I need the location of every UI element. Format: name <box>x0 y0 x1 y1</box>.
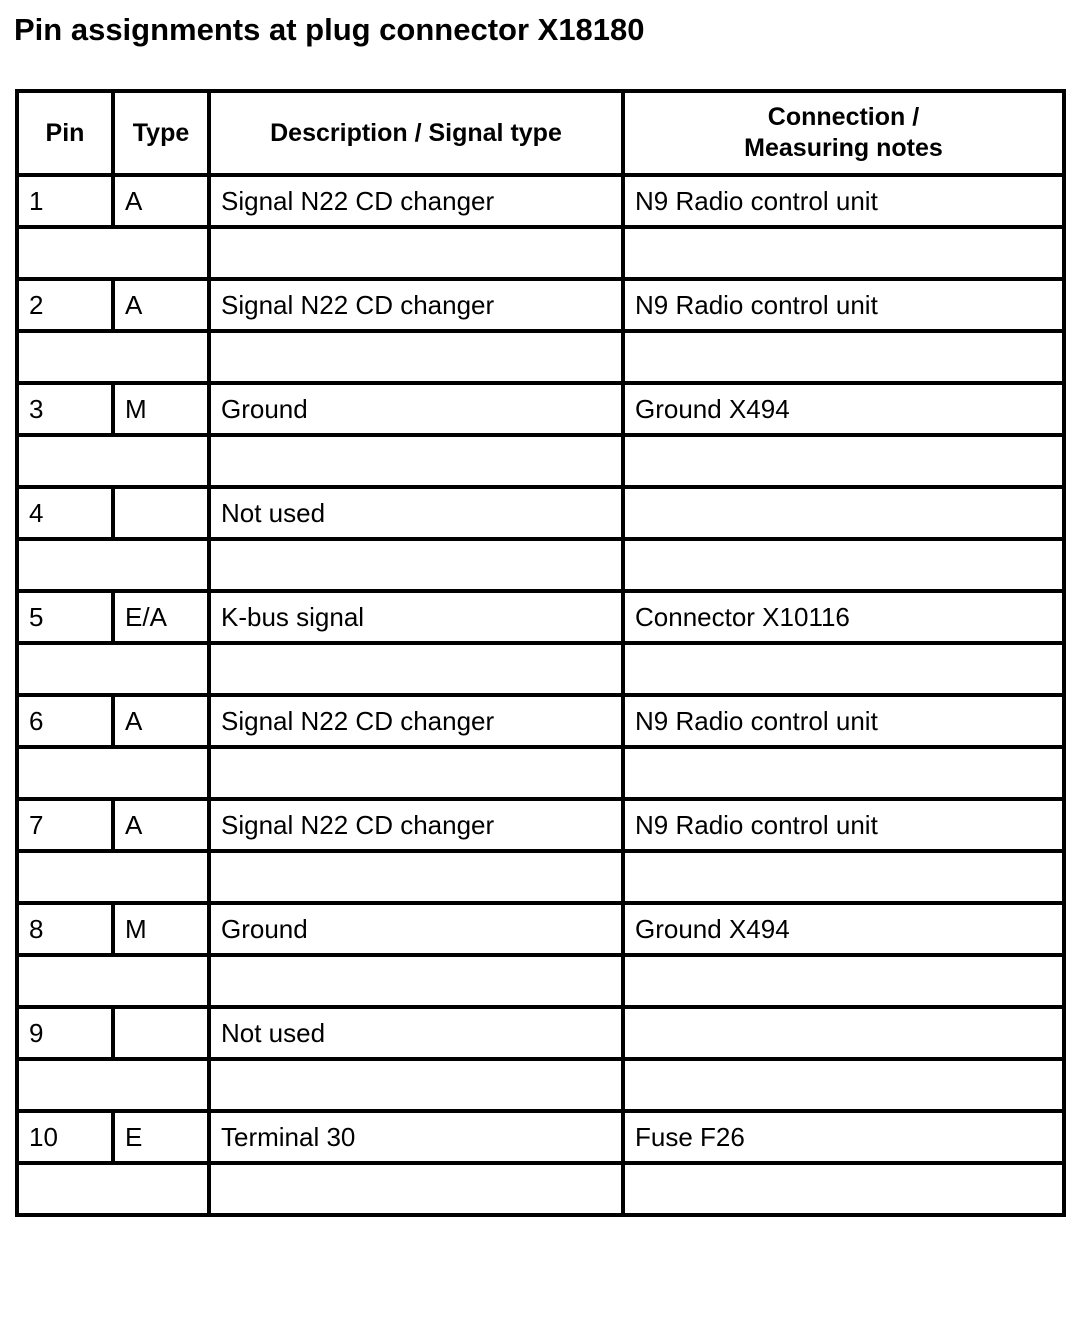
spacer-cell <box>623 539 1064 591</box>
spacer-row <box>17 643 1064 695</box>
header-type: Type <box>113 91 209 175</box>
spacer-cell <box>209 851 623 903</box>
connection-cell <box>623 1007 1064 1059</box>
table-row <box>17 799 1064 851</box>
connection-cell: N9 Radio control unit <box>623 695 1064 747</box>
type-cell: A <box>113 279 209 331</box>
header-pin: Pin <box>17 91 113 175</box>
table-row <box>17 1111 1064 1163</box>
connection-cell: N9 Radio control unit <box>623 279 1064 331</box>
spacer-cell <box>623 643 1064 695</box>
spacer-cell <box>17 851 209 903</box>
spacer-cell <box>17 955 209 1007</box>
header-connection-line1: Connection / <box>767 103 920 131</box>
description-cell: Signal N22 CD changer <box>209 695 623 747</box>
spacer-cell <box>17 1059 209 1111</box>
spacer-cell <box>209 1163 623 1215</box>
spacer-row <box>17 1059 1064 1111</box>
spacer-cell <box>209 643 623 695</box>
description-cell: K-bus signal <box>209 591 623 643</box>
spacer-cell <box>17 331 209 383</box>
spacer-cell <box>209 747 623 799</box>
spacer-cell <box>17 643 209 695</box>
table-row <box>17 695 1064 747</box>
spacer-cell <box>17 435 209 487</box>
pin-cell: 6 <box>17 695 113 747</box>
header-description: Description / Signal type <box>209 91 623 175</box>
pin-cell: 10 <box>17 1111 113 1163</box>
description-cell: Terminal 30 <box>209 1111 623 1163</box>
type-cell: M <box>113 903 209 955</box>
spacer-row <box>17 435 1064 487</box>
type-cell: A <box>113 799 209 851</box>
spacer-cell <box>623 227 1064 279</box>
table-body <box>17 175 1064 1215</box>
spacer-cell <box>623 331 1064 383</box>
spacer-row <box>17 227 1064 279</box>
spacer-row <box>17 747 1064 799</box>
description-cell: Ground <box>209 383 623 435</box>
spacer-cell <box>623 955 1064 1007</box>
spacer-cell <box>17 539 209 591</box>
table-header-row <box>17 91 1064 175</box>
table-row <box>17 383 1064 435</box>
spacer-row <box>17 1163 1064 1215</box>
description-cell: Signal N22 CD changer <box>209 175 623 227</box>
spacer-cell <box>209 955 623 1007</box>
spacer-cell <box>623 747 1064 799</box>
type-cell: E <box>113 1111 209 1163</box>
pin-cell: 2 <box>17 279 113 331</box>
type-cell <box>113 1007 209 1059</box>
description-cell: Not used <box>209 487 623 539</box>
connection-cell <box>623 487 1064 539</box>
type-cell: A <box>113 695 209 747</box>
spacer-row <box>17 331 1064 383</box>
description-cell: Not used <box>209 1007 623 1059</box>
type-cell: E/A <box>113 591 209 643</box>
spacer-cell <box>209 331 623 383</box>
table-row <box>17 279 1064 331</box>
table-row <box>17 175 1064 227</box>
type-cell: A <box>113 175 209 227</box>
spacer-cell <box>209 1059 623 1111</box>
pin-cell: 9 <box>17 1007 113 1059</box>
connection-cell: Fuse F26 <box>623 1111 1064 1163</box>
description-cell: Ground <box>209 903 623 955</box>
header-connection-line2: Measuring notes <box>744 134 943 162</box>
spacer-cell <box>209 227 623 279</box>
spacer-cell <box>623 851 1064 903</box>
spacer-row <box>17 955 1064 1007</box>
connection-cell: Connector X10116 <box>623 591 1064 643</box>
pin-cell: 8 <box>17 903 113 955</box>
spacer-cell <box>17 1163 209 1215</box>
spacer-cell <box>623 1163 1064 1215</box>
spacer-row <box>17 539 1064 591</box>
connection-cell: N9 Radio control unit <box>623 799 1064 851</box>
page-title: Pin assignments at plug connector X18180 <box>14 12 645 47</box>
spacer-cell <box>17 747 209 799</box>
pin-cell: 1 <box>17 175 113 227</box>
table-row <box>17 903 1064 955</box>
type-cell: M <box>113 383 209 435</box>
spacer-cell <box>623 1059 1064 1111</box>
spacer-cell <box>623 435 1064 487</box>
spacer-cell <box>209 539 623 591</box>
spacer-row <box>17 851 1064 903</box>
spacer-cell <box>209 435 623 487</box>
header-connection <box>623 91 1064 175</box>
table-row <box>17 591 1064 643</box>
connection-cell: Ground X494 <box>623 903 1064 955</box>
type-cell <box>113 487 209 539</box>
description-cell: Signal N22 CD changer <box>209 279 623 331</box>
pin-assignment-table <box>15 89 1066 1217</box>
spacer-cell <box>17 227 209 279</box>
connection-cell: Ground X494 <box>623 383 1064 435</box>
description-cell: Signal N22 CD changer <box>209 799 623 851</box>
table-row <box>17 487 1064 539</box>
table-row <box>17 1007 1064 1059</box>
connection-cell: N9 Radio control unit <box>623 175 1064 227</box>
pin-cell: 3 <box>17 383 113 435</box>
pin-cell: 5 <box>17 591 113 643</box>
pin-cell: 7 <box>17 799 113 851</box>
pin-cell: 4 <box>17 487 113 539</box>
